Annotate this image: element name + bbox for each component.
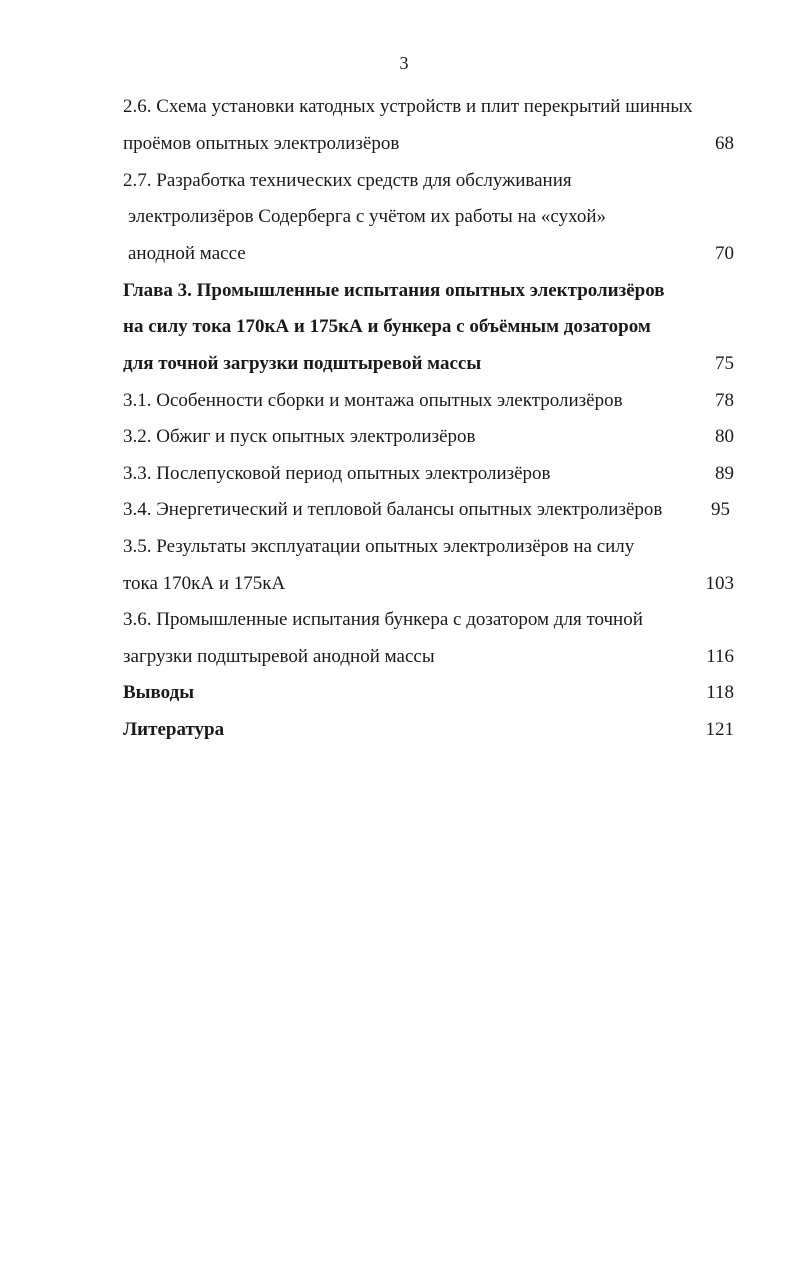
toc-references: Литература [123, 719, 225, 740]
toc-entry-3-3-page: 89 [715, 463, 734, 484]
toc-chapter-3-line-1: Глава 3. Промышленные испытания опытных электролизёров [123, 280, 665, 301]
toc-entry-3-5-line-1: 3.5. Результаты эксплуатации опытных электролизёров на силу [123, 536, 635, 557]
toc-entry-3-1-page: 78 [715, 390, 734, 411]
toc-entry-3-5-page: 103 [705, 573, 734, 594]
toc-entry-3-1: 3.1. Особенности сборки и монтажа опытных электролизёров [123, 390, 623, 411]
page-number: 3 [399, 53, 409, 73]
toc-entry-3-4-page: 95 [711, 499, 730, 520]
toc-references-page: 121 [705, 719, 734, 740]
toc-chapter-3-line-3: для точной загрузки подштыревой массы [123, 353, 482, 374]
toc-entry-3-6-line-1: 3.6. Промышленные испытания бункера с дозатором для точной [123, 609, 643, 630]
toc-conclusions: Выводы [123, 682, 195, 703]
toc-entry-2-7-line-3: анодной массе [128, 243, 246, 264]
toc-entry-3-6-page: 116 [706, 646, 734, 667]
toc-entry-3-6-line-2: загрузки подштыревой анодной массы [123, 646, 435, 667]
toc-entry-2-7-line-2: электролизёров Содерберга с учётом их работы на «сухой» [128, 206, 607, 227]
toc-conclusions-page: 118 [706, 682, 734, 703]
toc-entry-2-7-page: 70 [715, 243, 734, 264]
toc-entry-3-2-page: 80 [715, 426, 734, 447]
toc-chapter-3-page: 75 [715, 353, 734, 374]
toc-entry-3-4: 3.4. Энергетический и тепловой балансы опытных электролизёров [123, 499, 663, 520]
toc-entry-2-7-line-1: 2.7. Разработка технических средств для обслуживания [123, 170, 572, 191]
toc-entry-3-3: 3.3. Послепусковой период опытных электролизёров [123, 463, 551, 484]
toc-entry-3-5-line-2: тока 170кА и 175кА [123, 573, 286, 594]
toc-chapter-3-line-2: на силу тока 170кА и 175кА и бункера с объёмным дозатором [123, 316, 651, 337]
toc-entry-2-6-page: 68 [715, 133, 734, 154]
toc-entry-2-6-line-2: проёмов опытных электролизёров [123, 133, 400, 154]
toc-entry-2-6-line-1: 2.6. Схема установки катодных устройств и плит перекрытий шинных [123, 96, 693, 117]
toc-entry-3-2: 3.2. Обжиг и пуск опытных электролизёров [123, 426, 476, 447]
